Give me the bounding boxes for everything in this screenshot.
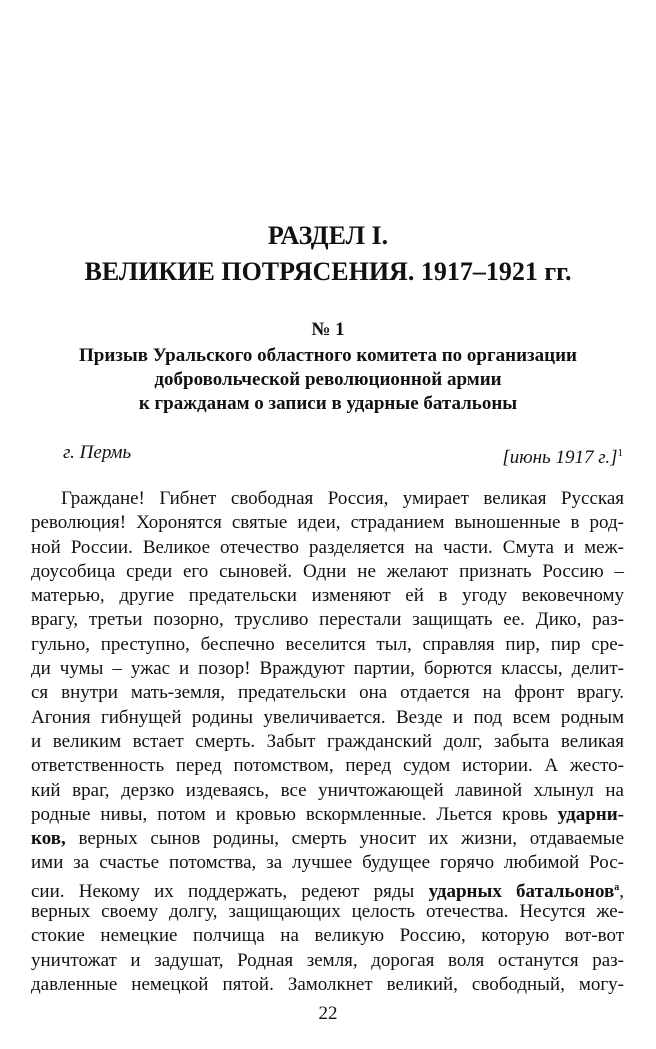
text-segment: родные нивы, потом и кровью вскормленные. Льется кровь — [31, 803, 548, 825]
text-line: кий враг, дерзко издеваясь, все уничтожающей лавиной хлынул на — [31, 779, 624, 801]
text-line: ответственность перед потомством, перед судом истории. А жесто- — [31, 755, 624, 777]
document-title-line: к гражданам о записи в ударные батальоны — [138, 393, 518, 414]
body-text — [31, 487, 624, 997]
text-line: ной России. Великое отечество разделяется на части. Смута и меж- — [31, 536, 624, 558]
text-line: верных своему долгу, защищающих целость отечества. Несутся же- — [31, 901, 624, 923]
bold-term: ударных батальонов — [428, 880, 615, 902]
section-heading — [0, 218, 656, 290]
text-line: доусобица среди его сыновей. Одни не желают признать Россию – — [31, 560, 624, 582]
section-heading-line-1: РАЗДЕЛ I. — [267, 221, 389, 250]
text-line: Граждане! Гибнет свободная Россия, умирает великая Русская — [61, 488, 624, 509]
text-line: революция! Хоронятся святые идеи, страданием выношенные в род- — [31, 512, 624, 534]
text-line: ся внутри мать-земля, предательски она отдается на фронт врагу. — [31, 682, 624, 704]
document-number: № 1 — [311, 319, 345, 340]
document-title-line: Призыв Уральского областного комитета по организации — [78, 345, 577, 366]
text-line: Агония гибнущей родины увеличивается. Везде и под всем родным — [31, 706, 624, 728]
text-line: давленные немецкой пятой. Замолкнет великий, свободный, могу- — [31, 973, 624, 995]
place-date-line — [63, 441, 623, 468]
text-line: сии. Некому их поддержать, редеют ряды ударных батальонов$^а$, — [31, 880, 624, 902]
text-line: ди чумы – ужас и позор! Враждуют партии, борются классы, делит- — [31, 658, 624, 680]
footnote-marker[interactable]: а — [614, 881, 620, 893]
document-date-text: [июнь 1917 г.] — [502, 447, 618, 468]
text-line — [31, 827, 624, 851]
text-line: ими за счастье потомства, за лучшее будущее горячо любимой Рос- — [31, 852, 624, 874]
document-place: г. Пермь — [63, 442, 132, 463]
text-line: матерью, другие предательски изменяют ей в угоду вековечному — [31, 585, 624, 607]
footnote-marker[interactable]: 1 — [617, 447, 623, 459]
section-heading-line-2: ВЕЛИКИЕ ПОТРЯСЕНИЯ. 1917–1921 гг. — [84, 257, 572, 286]
text-line — [31, 803, 624, 827]
bold-term: ударни- — [557, 803, 624, 825]
document-date — [502, 441, 623, 470]
text-line: стокие немецкие полчища на великую Россию, которую вот-вот — [31, 925, 624, 947]
text-line: и великим встает смерть. Забыт гражданский долг, забыта великая — [31, 730, 624, 752]
bold-term: ков, — [31, 828, 66, 850]
document-title — [40, 344, 616, 416]
text-line: гульно, преступно, беспечно веселится тыл, справляя пир, пир сре- — [31, 633, 624, 655]
document-title-line: добровольческой революционной армии — [154, 369, 502, 390]
text-segment: сии. Некому их поддержать, редеют ряды — [31, 880, 415, 902]
text-line: уничтожат и задушат, Родная земля, дорогая воля останутся раз- — [31, 949, 624, 971]
text-segment: верных сынов родины, смерть уносит их жизни, отдаваемые — [78, 828, 624, 850]
text-line: врагу, третьи позорно, трусливо перестали защищать ее. Дико, раз- — [31, 609, 624, 631]
page-number: 22 — [318, 1003, 338, 1024]
